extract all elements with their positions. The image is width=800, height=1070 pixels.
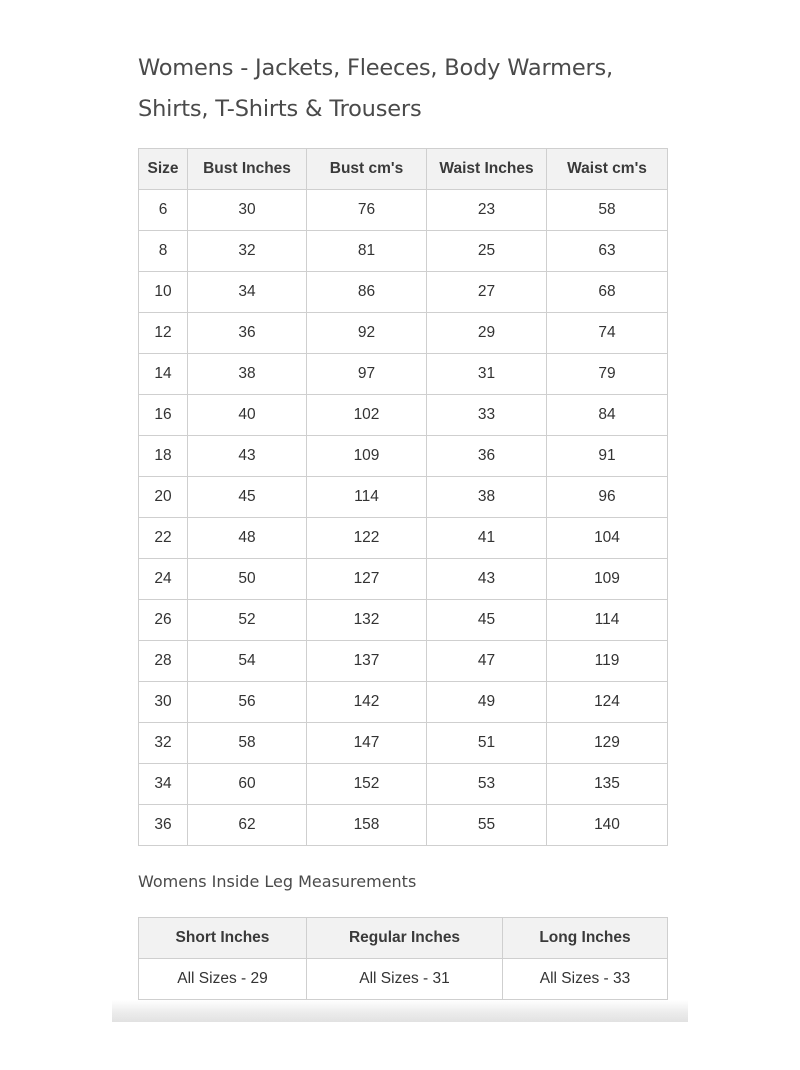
column-header-waist-inches: Waist Inches xyxy=(427,149,547,190)
cell-bust-inches: 62 xyxy=(188,805,307,846)
cell-waist-cm: 91 xyxy=(547,436,668,477)
cell-waist-inches: 25 xyxy=(427,231,547,272)
cell-bust-cm: 97 xyxy=(307,354,427,395)
cell-waist-inches: 33 xyxy=(427,395,547,436)
table-row xyxy=(139,764,668,805)
cell-bust-cm: 81 xyxy=(307,231,427,272)
cell-waist-cm: 58 xyxy=(547,190,668,231)
cell-bust-inches: 54 xyxy=(188,641,307,682)
cell-size: 28 xyxy=(139,641,188,682)
cell-bust-cm: 122 xyxy=(307,518,427,559)
table-row xyxy=(139,641,668,682)
table-row xyxy=(139,272,668,313)
cell-bust-inches: 60 xyxy=(188,764,307,805)
table-row xyxy=(139,682,668,723)
cell-bust-inches: 50 xyxy=(188,559,307,600)
inside-leg-heading: Womens Inside Leg Measurements xyxy=(138,872,417,891)
cell-size: 6 xyxy=(139,190,188,231)
cell-bust-cm: 142 xyxy=(307,682,427,723)
cell-waist-inches: 45 xyxy=(427,600,547,641)
cell-size: 18 xyxy=(139,436,188,477)
cell-waist-cm: 135 xyxy=(547,764,668,805)
cell-waist-inches: 29 xyxy=(427,313,547,354)
cell-waist-cm: 63 xyxy=(547,231,668,272)
cell-size: 26 xyxy=(139,600,188,641)
size-chart-body xyxy=(139,190,668,846)
short-inches-value: All Sizes - 29 xyxy=(139,959,307,1000)
cell-size: 16 xyxy=(139,395,188,436)
table-row xyxy=(139,723,668,764)
cell-waist-cm: 79 xyxy=(547,354,668,395)
cell-size: 36 xyxy=(139,805,188,846)
table-row xyxy=(139,518,668,559)
size-chart-header-row xyxy=(139,149,668,190)
cell-bust-inches: 52 xyxy=(188,600,307,641)
cell-bust-cm: 76 xyxy=(307,190,427,231)
column-header-waist-cm: Waist cm's xyxy=(547,149,668,190)
table-row xyxy=(139,436,668,477)
cell-waist-cm: 124 xyxy=(547,682,668,723)
cell-size: 8 xyxy=(139,231,188,272)
cell-waist-cm: 104 xyxy=(547,518,668,559)
table-row xyxy=(139,805,668,846)
table-row xyxy=(139,395,668,436)
regular-inches-value: All Sizes - 31 xyxy=(307,959,503,1000)
cell-waist-cm: 74 xyxy=(547,313,668,354)
column-header-short-inches: Short Inches xyxy=(139,918,307,959)
table-row xyxy=(139,559,668,600)
cell-bust-cm: 147 xyxy=(307,723,427,764)
inside-leg-values-row xyxy=(139,959,668,1000)
cell-waist-cm: 68 xyxy=(547,272,668,313)
cell-waist-inches: 31 xyxy=(427,354,547,395)
cell-bust-inches: 45 xyxy=(188,477,307,518)
cell-waist-cm: 96 xyxy=(547,477,668,518)
cell-waist-cm: 119 xyxy=(547,641,668,682)
cell-bust-inches: 38 xyxy=(188,354,307,395)
column-header-size: Size xyxy=(139,149,188,190)
cell-waist-inches: 41 xyxy=(427,518,547,559)
cell-size: 20 xyxy=(139,477,188,518)
cell-waist-cm: 140 xyxy=(547,805,668,846)
cell-bust-inches: 32 xyxy=(188,231,307,272)
cell-bust-cm: 86 xyxy=(307,272,427,313)
cell-bust-cm: 132 xyxy=(307,600,427,641)
table-row xyxy=(139,354,668,395)
page-title-line-2: Shirts, T-Shirts & Trousers xyxy=(138,96,422,122)
table-row xyxy=(139,313,668,354)
cell-size: 30 xyxy=(139,682,188,723)
size-chart-table xyxy=(138,148,668,846)
cell-waist-inches: 38 xyxy=(427,477,547,518)
cell-waist-inches: 49 xyxy=(427,682,547,723)
cell-bust-cm: 158 xyxy=(307,805,427,846)
table-row xyxy=(139,190,668,231)
cell-bust-cm: 102 xyxy=(307,395,427,436)
cell-bust-cm: 109 xyxy=(307,436,427,477)
table-row xyxy=(139,477,668,518)
cell-bust-inches: 58 xyxy=(188,723,307,764)
cell-bust-cm: 152 xyxy=(307,764,427,805)
cell-waist-inches: 53 xyxy=(427,764,547,805)
cell-waist-inches: 43 xyxy=(427,559,547,600)
column-header-long-inches: Long Inches xyxy=(503,918,668,959)
cell-bust-cm: 114 xyxy=(307,477,427,518)
cell-bust-cm: 137 xyxy=(307,641,427,682)
table-row xyxy=(139,231,668,272)
cell-bust-inches: 36 xyxy=(188,313,307,354)
cell-waist-cm: 114 xyxy=(547,600,668,641)
cell-bust-cm: 127 xyxy=(307,559,427,600)
cell-waist-cm: 129 xyxy=(547,723,668,764)
cell-bust-inches: 48 xyxy=(188,518,307,559)
bottom-divider-shadow xyxy=(112,1000,688,1022)
cell-size: 12 xyxy=(139,313,188,354)
cell-bust-inches: 30 xyxy=(188,190,307,231)
cell-waist-inches: 23 xyxy=(427,190,547,231)
page-title-line-1: Womens - Jackets, Fleeces, Body Warmers, xyxy=(138,55,613,81)
cell-size: 32 xyxy=(139,723,188,764)
cell-waist-inches: 36 xyxy=(427,436,547,477)
inside-leg-table xyxy=(138,917,668,1000)
column-header-regular-inches: Regular Inches xyxy=(307,918,503,959)
cell-size: 34 xyxy=(139,764,188,805)
cell-size: 14 xyxy=(139,354,188,395)
cell-size: 22 xyxy=(139,518,188,559)
cell-waist-inches: 27 xyxy=(427,272,547,313)
cell-waist-inches: 51 xyxy=(427,723,547,764)
cell-waist-inches: 47 xyxy=(427,641,547,682)
cell-size: 24 xyxy=(139,559,188,600)
column-header-bust-inches: Bust Inches xyxy=(188,149,307,190)
cell-bust-inches: 43 xyxy=(188,436,307,477)
cell-bust-cm: 92 xyxy=(307,313,427,354)
cell-bust-inches: 34 xyxy=(188,272,307,313)
cell-size: 10 xyxy=(139,272,188,313)
cell-bust-inches: 56 xyxy=(188,682,307,723)
page-title xyxy=(138,48,678,130)
column-header-bust-cm: Bust cm's xyxy=(307,149,427,190)
inside-leg-header-row xyxy=(139,918,668,959)
cell-waist-inches: 55 xyxy=(427,805,547,846)
table-row xyxy=(139,600,668,641)
long-inches-value: All Sizes - 33 xyxy=(503,959,668,1000)
cell-bust-inches: 40 xyxy=(188,395,307,436)
cell-waist-cm: 109 xyxy=(547,559,668,600)
cell-waist-cm: 84 xyxy=(547,395,668,436)
